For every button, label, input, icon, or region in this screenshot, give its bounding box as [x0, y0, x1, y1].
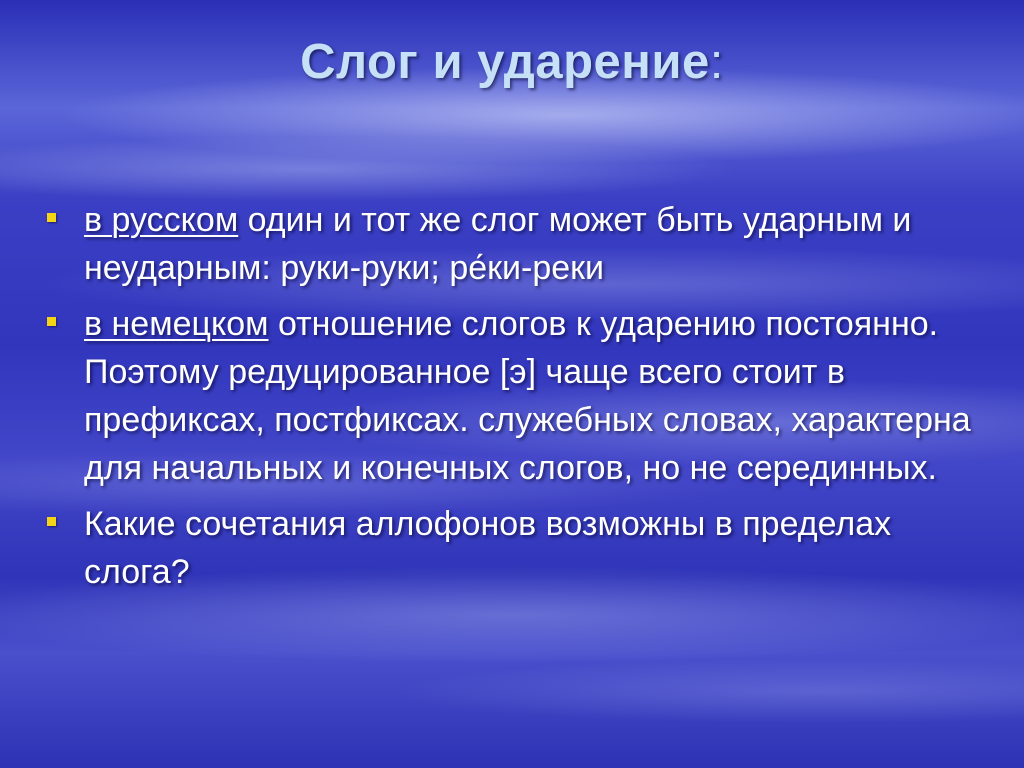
bullet-text-german: отношение слогов к ударению постоянно. Поэтому редуцированное [э] чаще всего стоит в префиксах, постфиксах. служебных словах, характерна для начальных и конечных слогов, но не серединных. — [84, 305, 971, 487]
bullet-text-question: Какие сочетания аллофонов возможны в пределах слога? — [84, 505, 892, 591]
slide-title-text: Слог и ударение — [300, 35, 710, 89]
square-bullet-icon — [47, 317, 56, 326]
bullet-text-russian: один и тот же слог может быть ударным и неударным: руки-руки; ре́ки-реки — [84, 201, 912, 287]
bullet-lead-german: в немецком — [84, 305, 269, 343]
square-bullet-icon — [47, 517, 56, 526]
bullet-item-question — [44, 500, 974, 596]
bullet-item-german — [44, 300, 974, 492]
square-bullet-icon — [47, 213, 56, 222]
slide-title-colon: : — [709, 35, 724, 89]
slide-title — [0, 34, 1024, 90]
bullet-item-russian — [44, 196, 974, 292]
bullet-lead-russian: в русском — [84, 201, 239, 239]
bullet-list — [44, 196, 974, 604]
